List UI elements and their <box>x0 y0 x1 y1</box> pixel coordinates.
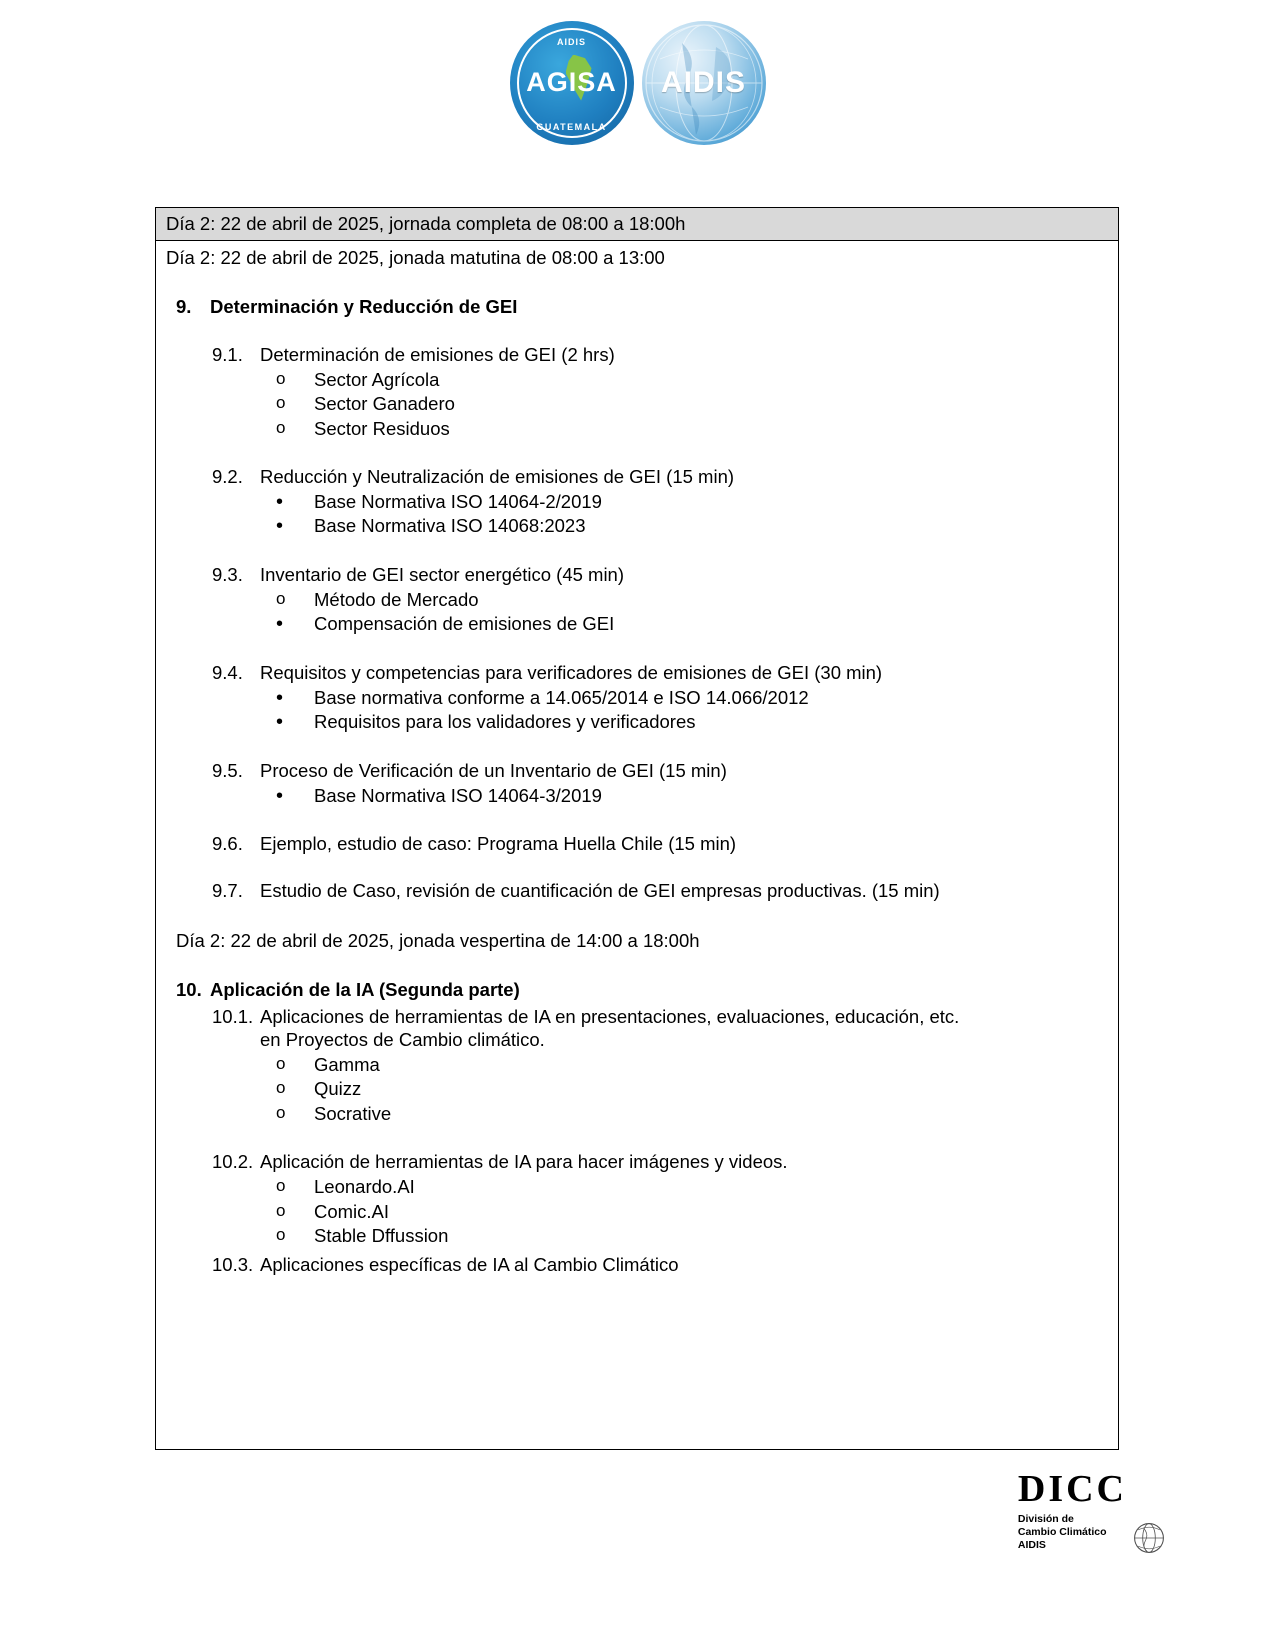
item-9-3-text: Inventario de GEI sector energético (45 min) <box>260 563 625 585</box>
item-9-7-text: Estudio de Caso, revisión de cuantificación de GEI empresas productivas. (15 min) <box>260 880 940 902</box>
item-9-3-number: 9.3. <box>212 563 243 585</box>
bullet-marker: o <box>276 1200 286 1220</box>
bullet-marker: o <box>276 1054 286 1074</box>
list-item <box>166 1102 1104 1126</box>
item-10-2 <box>166 1150 1104 1173</box>
dicc-line-3: AIDIS <box>1017 1539 1046 1552</box>
item-10-1-continuation: en Proyectos de Cambio climático. <box>260 1028 545 1050</box>
agenda-content <box>156 295 1118 1275</box>
item-9-1-text: Determinación de emisiones de GEI (2 hrs) <box>260 343 615 365</box>
list-item <box>166 1175 1104 1199</box>
list-item <box>166 392 1104 416</box>
section-9-heading <box>166 295 1104 318</box>
bullet-marker: • <box>276 784 284 807</box>
item-10-2-bullets <box>166 1175 1104 1248</box>
bullet-label: Sector Residuos <box>314 417 450 439</box>
bullet-label: Sector Ganadero <box>314 393 455 415</box>
section-10-number: 10. <box>176 978 202 1000</box>
item-9-7 <box>166 879 1104 902</box>
agisa-bottom-text: GUATEMALA <box>536 121 607 132</box>
bullet-marker: o <box>276 1176 286 1196</box>
bullet-marker: • <box>276 515 284 538</box>
item-10-3-number: 10.3. <box>212 1253 254 1275</box>
bullet-marker: • <box>276 491 284 514</box>
page-footer <box>0 1470 1275 1610</box>
bullet-label: Quizz <box>314 1078 362 1100</box>
bullet-marker: • <box>276 613 284 636</box>
item-10-3-text: Aplicaciones específicas de IA al Cambio Climático <box>260 1253 679 1275</box>
bullet-label: Leonardo.AI <box>314 1176 415 1198</box>
bullet-marker: o <box>276 393 286 413</box>
item-9-4-text: Requisitos y competencias para verificadores de emisiones de GEI (30 min) <box>260 661 883 683</box>
bullet-label: Gamma <box>314 1054 380 1076</box>
bullet-marker: o <box>276 368 286 388</box>
globe-sketch-icon <box>1131 1520 1167 1556</box>
section-10-title: Aplicación de la IA (Segunda parte) <box>210 978 520 1000</box>
item-9-5 <box>166 759 1104 782</box>
list-item <box>166 1224 1104 1248</box>
bullet-label: Socrative <box>314 1102 392 1124</box>
item-9-4 <box>166 661 1104 684</box>
dicc-title: DICC <box>1017 1468 1127 1510</box>
item-10-1 <box>166 1005 1104 1028</box>
bullet-label: Método de Mercado <box>314 588 479 610</box>
item-10-1-number: 10.1. <box>212 1005 254 1027</box>
section-10-heading <box>166 978 1104 1001</box>
item-10-3 <box>166 1253 1104 1276</box>
list-item <box>166 368 1104 392</box>
aidis-wordmark: AIDIS <box>660 65 746 99</box>
list-item <box>166 1200 1104 1224</box>
dicc-line-1: División de <box>1017 1513 1074 1525</box>
bullet-label: Requisitos para los validadores y verificadores <box>314 711 696 733</box>
item-9-4-number: 9.4. <box>212 661 243 683</box>
item-9-6-number: 9.6. <box>212 833 243 855</box>
list-item <box>166 588 1104 612</box>
item-10-2-number: 10.2. <box>212 1151 254 1173</box>
item-9-2 <box>166 465 1104 488</box>
section-9-title: Determinación y Reducción de GEI <box>210 296 518 318</box>
morning-session-line: Día 2: 22 de abril de 2025, jonada matutina de 08:00 a 13:00 <box>166 247 665 269</box>
item-9-3 <box>166 563 1104 586</box>
bullet-marker: o <box>276 588 286 608</box>
item-10-1-bullets <box>166 1053 1104 1126</box>
day-band-title: Día 2: 22 de abril de 2025, jornada completa de 08:00 a 18:00h <box>156 208 1118 241</box>
item-9-5-bullets <box>166 784 1104 808</box>
agenda-document <box>155 207 1119 1450</box>
dicc-logo <box>1018 1470 1127 1552</box>
bullet-marker: • <box>276 686 284 709</box>
bullet-label: Sector Agrícola <box>314 368 440 390</box>
item-9-2-number: 9.2. <box>212 465 243 487</box>
bullet-label: Comic.AI <box>314 1200 390 1222</box>
bullet-marker: o <box>276 1102 286 1122</box>
list-item <box>166 686 1104 710</box>
bullet-label: Stable Dffussion <box>314 1225 449 1247</box>
list-item <box>166 514 1104 538</box>
bullet-marker: • <box>276 711 284 734</box>
dicc-line-2: Cambio Climático <box>1017 1526 1107 1539</box>
section-9-number: 9. <box>176 296 192 318</box>
item-9-1-number: 9.1. <box>212 343 243 365</box>
item-9-5-text: Proceso de Verificación de un Inventario de GEI (15 min) <box>260 759 727 781</box>
item-10-1-text: Aplicaciones de herramientas de IA en presentaciones, evaluaciones, educación, etc. <box>260 1005 960 1027</box>
aidis-logo <box>642 21 766 145</box>
item-9-1 <box>166 343 1104 366</box>
list-item <box>166 784 1104 808</box>
bullet-marker: o <box>276 417 286 437</box>
agisa-logo <box>510 21 634 145</box>
afternoon-session-line: Día 2: 22 de abril de 2025, jonada vespertina de 14:00 a 18:00h <box>176 929 700 951</box>
list-item <box>166 710 1104 734</box>
header-logos <box>0 0 1275 165</box>
bullet-label: Compensación de emisiones de GEI <box>314 613 615 635</box>
list-item <box>166 612 1104 636</box>
list-item <box>166 417 1104 441</box>
item-9-3-bullets <box>166 588 1104 637</box>
item-9-6-text: Ejemplo, estudio de caso: Programa Huella Chile (15 min) <box>260 833 737 855</box>
bullet-marker: o <box>276 1078 286 1098</box>
item-10-2-text: Aplicación de herramientas de IA para hacer imágenes y videos. <box>260 1151 788 1173</box>
item-9-1-bullets <box>166 368 1104 441</box>
list-item <box>166 1077 1104 1101</box>
item-9-6 <box>166 832 1104 855</box>
bullet-marker: o <box>276 1225 286 1245</box>
item-9-7-number: 9.7. <box>212 880 243 902</box>
agisa-wordmark: AGISA <box>526 67 617 97</box>
list-item <box>166 1053 1104 1077</box>
bullet-label: Base Normativa ISO 14064-3/2019 <box>314 784 602 806</box>
item-9-2-text: Reducción y Neutralización de emisiones de GEI (15 min) <box>260 465 735 487</box>
list-item <box>166 490 1104 514</box>
bullet-label: Base Normativa ISO 14064-2/2019 <box>314 491 602 513</box>
item-9-5-number: 9.5. <box>212 759 243 781</box>
bullet-label: Base normativa conforme a 14.065/2014 e ISO 14.066/2012 <box>314 686 809 708</box>
bullet-label: Base Normativa ISO 14068:2023 <box>314 515 586 537</box>
item-9-4-bullets <box>166 686 1104 735</box>
agisa-top-text: AIDIS <box>556 36 586 47</box>
item-9-2-bullets <box>166 490 1104 539</box>
